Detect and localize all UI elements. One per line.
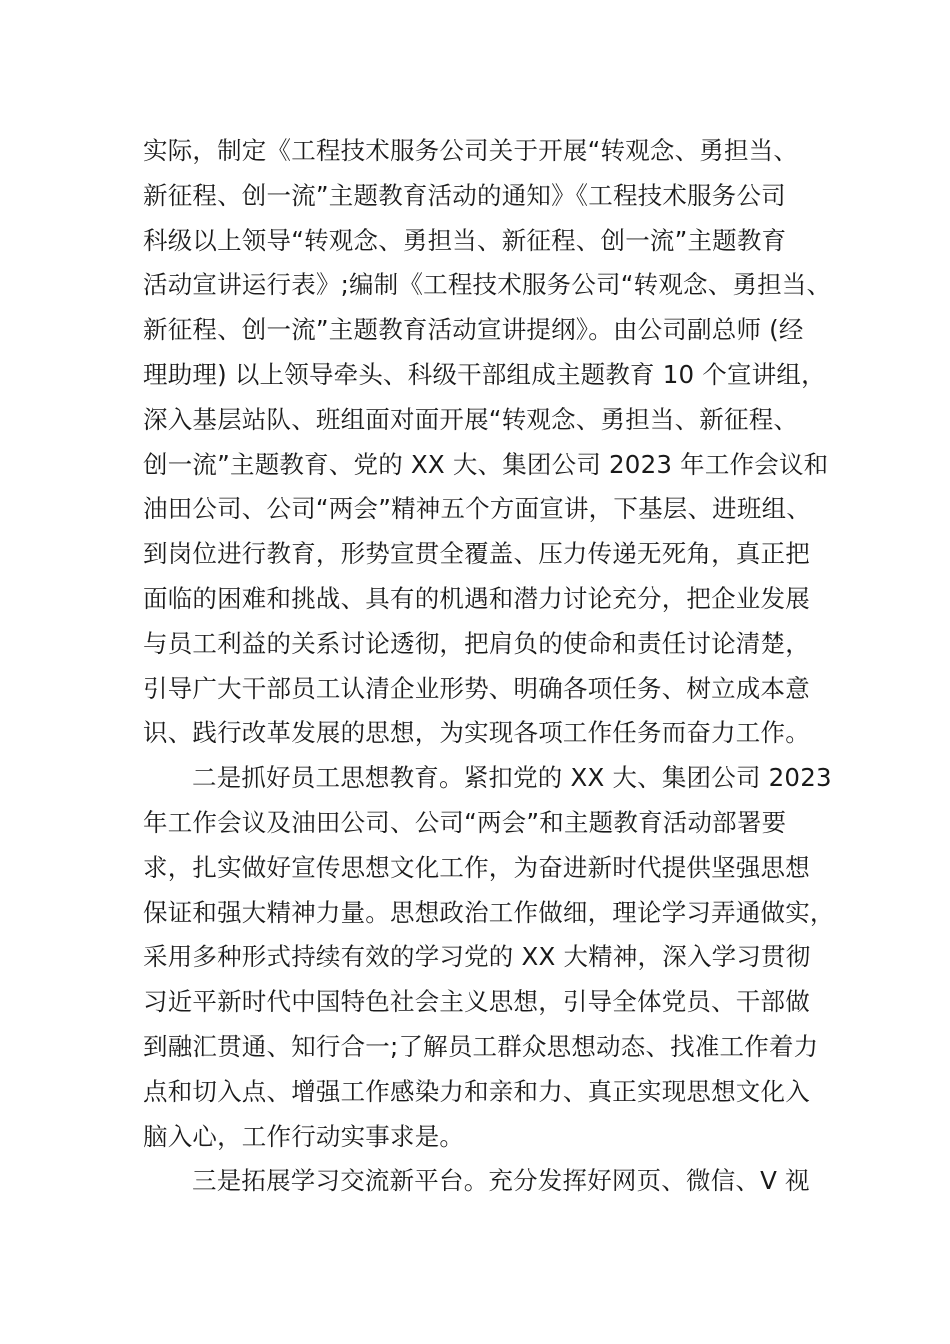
text-line: 习近平新时代中国特色社会主义思想，引导全体党员、干部做 bbox=[143, 987, 810, 1017]
text-line: 创一流”主题教育、党的 XX 大、集团公司 2023 年工作会议和 bbox=[143, 449, 829, 479]
text-line: 理助理) 以上领导牵头、科级干部组成主题教育 10 个宣讲组， bbox=[143, 359, 826, 389]
text-line: 与员工利益的关系讨论透彻，把肩负的使命和责任讨论清楚， bbox=[143, 628, 810, 658]
text-line: 新征程、创一流”主题教育活动的通知》《工程技术服务公司 bbox=[143, 180, 786, 210]
text-line: 到岗位进行教育，形势宣贯全覆盖、压力传递无死角，真正把 bbox=[143, 539, 810, 569]
text-line: 采用多种形式持续有效的学习党的 XX 大精神，深入学习贯彻 bbox=[143, 942, 811, 972]
text-line: 保证和强大精神力量。思想政治工作做细，理论学习弄通做实， bbox=[143, 897, 835, 927]
text-line: 求，扎实做好宣传思想文化工作，为奋进新时代提供坚强思想 bbox=[143, 852, 810, 882]
text-line: 面临的困难和挑战、具有的机遇和潜力讨论充分，把企业发展 bbox=[143, 583, 810, 613]
text-line: 科级以上领导“转观念、勇担当、新征程、创一流”主题教育 bbox=[143, 225, 787, 255]
text-line: 油田公司、公司“两会”精神五个方面宣讲，下基层、进班组、 bbox=[143, 494, 811, 524]
text-line: 年工作会议及油田公司、公司“两会”和主题教育活动部署要 bbox=[143, 807, 787, 837]
text-line: 识、践行改革发展的思想，为实现各项工作任务而奋力工作。 bbox=[143, 718, 810, 748]
text-line: 点和切入点、增强工作感染力和亲和力、真正实现思想文化入 bbox=[143, 1076, 810, 1106]
body-text bbox=[143, 129, 833, 1204]
text-line: 到融汇贯通、知行合一;了解员工群众思想动态、找准工作着力 bbox=[143, 1031, 819, 1061]
text-line: 深入基层站队、班组面对面开展“转观念、勇担当、新征程、 bbox=[143, 404, 799, 434]
paragraph-first-line: 三是拓展学习交流新平台。充分发挥好网页、微信、V 视 bbox=[192, 1166, 810, 1196]
text-line: 新征程、创一流”主题教育活动宣讲提纲》。由公司副总师 (经 bbox=[143, 315, 804, 345]
text-line: 引导广大干部员工认清企业形势、明确各项任务、树立成本意 bbox=[143, 673, 810, 703]
text-line: 活动宣讲运行表》;编制《工程技术服务公司“转观念、勇担当、 bbox=[143, 270, 832, 300]
text-line: 实际，制定《工程技术服务公司关于开展“转观念、勇担当、 bbox=[143, 136, 799, 165]
paragraph-first-line: 二是抓好员工思想教育。紧扣党的 XX 大、集团公司 2023 bbox=[192, 763, 832, 793]
text-line: 脑入心，工作行动实事求是。 bbox=[143, 1121, 465, 1151]
